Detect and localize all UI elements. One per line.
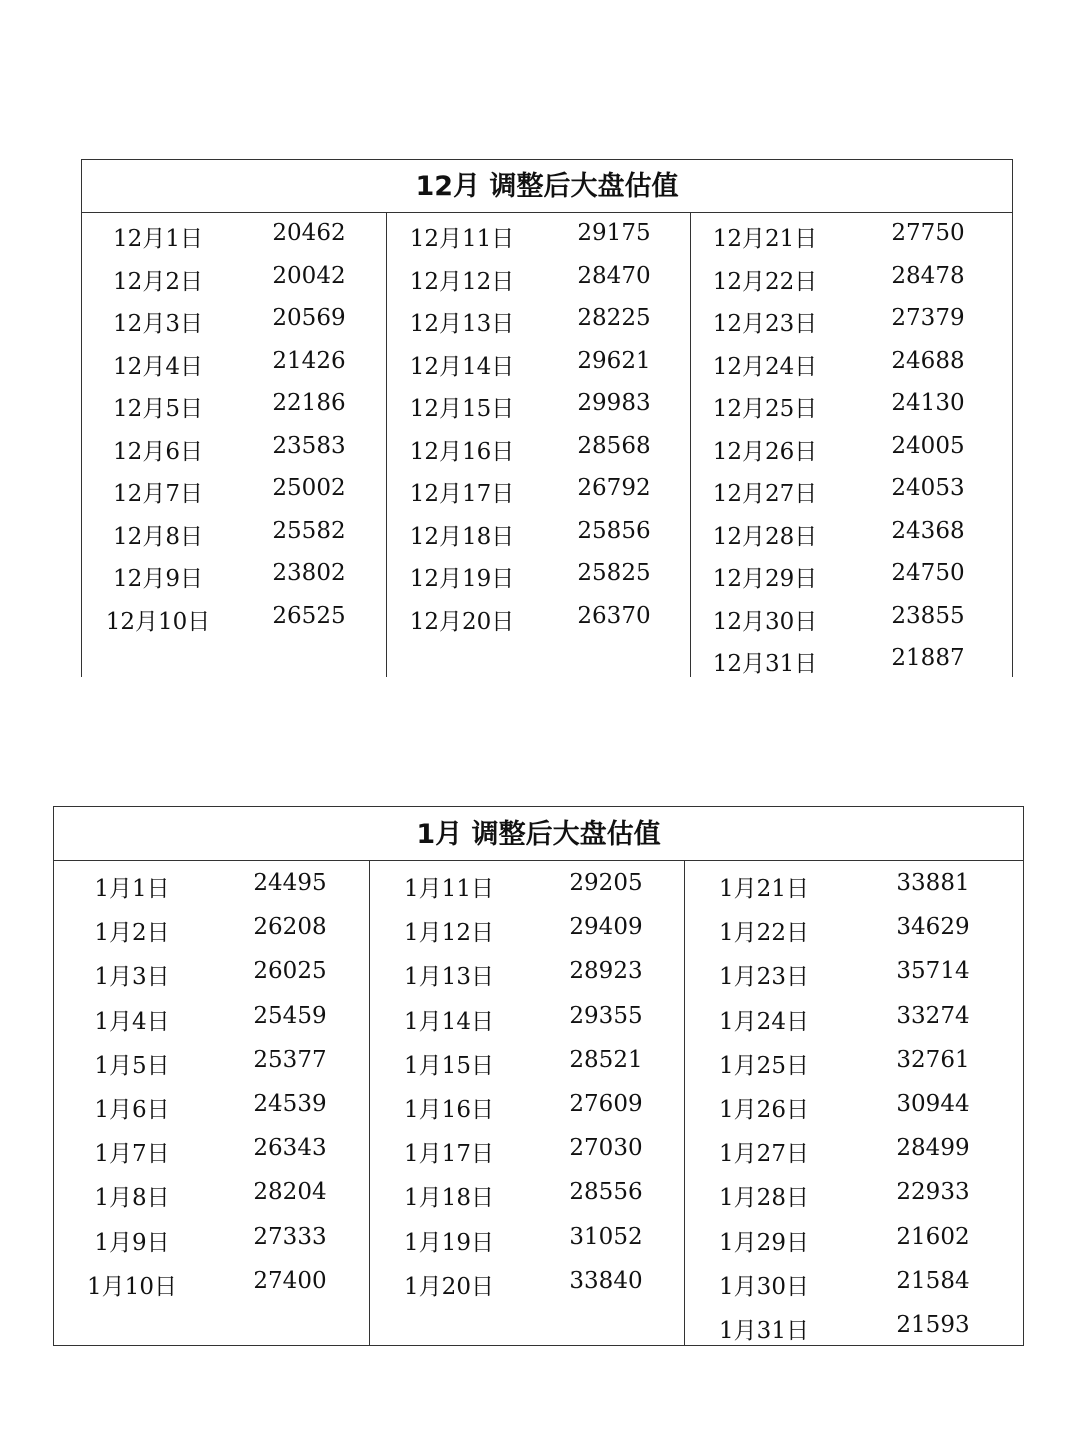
date-cell: 1月26日: [719, 1097, 809, 1123]
value-cell: 24688: [891, 347, 965, 374]
table-column: [690, 213, 1013, 677]
date-cell: 1月20日: [404, 1273, 494, 1300]
date-cell: 12月13日: [409, 311, 515, 337]
value-cell: 25377: [253, 1046, 327, 1073]
date-cell: 12月15日: [409, 396, 515, 422]
value-cell: 21426: [272, 347, 346, 374]
date-cell: 12月31日: [712, 651, 818, 677]
date-cell: 1月14日: [404, 1008, 494, 1035]
date-cell: 1月11日: [404, 876, 494, 902]
date-cell: 1月8日: [94, 1185, 170, 1212]
date-cell: 1月10日: [87, 1273, 177, 1300]
value-cell: 24053: [891, 475, 965, 501]
value-cell: 20042: [272, 262, 346, 289]
date-cell: 12月6日: [113, 438, 203, 465]
date-cell: 1月28日: [719, 1185, 809, 1212]
value-cell: 21887: [891, 645, 965, 671]
value-cell: 28521: [569, 1046, 643, 1073]
date-cell: 1月16日: [404, 1097, 494, 1123]
date-cell: 1月15日: [404, 1052, 494, 1079]
date-cell: 12月26日: [712, 438, 818, 465]
date-cell: 12月19日: [409, 566, 515, 592]
date-cell: 12月18日: [409, 523, 515, 550]
date-cell: 1月1日: [94, 876, 170, 902]
value-cell: 28225: [577, 305, 651, 331]
table-column: [684, 861, 1024, 1345]
date-cell: 12月4日: [113, 353, 203, 380]
value-cell: 21584: [896, 1267, 970, 1294]
value-cell: 26025: [253, 958, 327, 985]
value-cell: 28568: [577, 432, 651, 459]
date-cell: 1月4日: [94, 1008, 170, 1035]
date-cell: 1月17日: [404, 1141, 494, 1168]
value-cell: 26208: [253, 914, 327, 941]
date-cell: 1月25日: [719, 1052, 809, 1079]
value-cell: 28923: [569, 958, 643, 985]
value-cell: 27400: [253, 1267, 327, 1294]
date-cell: 12月25日: [712, 396, 818, 422]
value-cell: 24368: [891, 517, 965, 544]
date-cell: 1月31日: [719, 1318, 809, 1344]
value-cell: 28204: [253, 1179, 327, 1206]
value-cell: 28556: [569, 1179, 643, 1206]
value-cell: 33881: [896, 870, 970, 896]
table-title: 12月 调整后大盘估值: [82, 160, 1012, 213]
date-cell: 1月19日: [404, 1229, 494, 1256]
value-cell: 27379: [891, 305, 965, 331]
value-cell: 34629: [896, 914, 970, 941]
table-column: [369, 861, 685, 1345]
date-cell: 12月29日: [712, 566, 818, 592]
date-cell: 12月23日: [712, 311, 818, 337]
date-cell: 12月20日: [409, 608, 515, 635]
date-cell: 12月5日: [113, 396, 203, 422]
value-cell: 24539: [253, 1091, 327, 1117]
date-cell: 1月18日: [404, 1185, 494, 1212]
date-cell: 1月23日: [719, 964, 809, 991]
date-cell: 12月24日: [712, 353, 818, 380]
date-cell: 12月2日: [113, 268, 203, 295]
value-cell: 24130: [891, 390, 965, 416]
date-cell: 1月29日: [719, 1229, 809, 1256]
value-cell: 26525: [272, 602, 346, 629]
value-cell: 29205: [569, 870, 643, 896]
date-cell: 12月8日: [113, 523, 203, 550]
value-cell: 23855: [891, 602, 965, 629]
date-cell: 1月13日: [404, 964, 494, 991]
value-cell: 26792: [577, 475, 651, 501]
value-cell: 25825: [577, 560, 651, 586]
value-cell: 26370: [577, 602, 651, 629]
value-cell: 25582: [272, 517, 346, 544]
table-column: [82, 213, 386, 677]
date-cell: 1月24日: [719, 1008, 809, 1035]
value-cell: 21602: [896, 1223, 970, 1250]
date-cell: 1月7日: [94, 1141, 170, 1168]
value-cell: 23802: [272, 560, 346, 586]
value-cell: 22933: [896, 1179, 970, 1206]
value-cell: 21593: [896, 1312, 970, 1338]
value-cell: 28499: [896, 1135, 970, 1162]
date-cell: 12月12日: [409, 268, 515, 295]
date-cell: 12月22日: [712, 268, 818, 295]
date-cell: 12月27日: [712, 481, 818, 507]
table-column: [54, 861, 369, 1345]
date-cell: 1月27日: [719, 1141, 809, 1168]
value-cell: 33274: [896, 1002, 970, 1029]
date-cell: 1月6日: [94, 1097, 170, 1123]
date-cell: 1月2日: [94, 920, 170, 947]
date-cell: 12月1日: [113, 226, 203, 252]
table-title: 1月 调整后大盘估值: [54, 807, 1023, 861]
date-cell: 1月3日: [94, 964, 170, 991]
date-cell: 12月10日: [105, 608, 211, 635]
date-cell: 1月22日: [719, 920, 809, 947]
value-cell: 27030: [569, 1135, 643, 1162]
value-cell: 29983: [577, 390, 651, 416]
date-cell: 12月16日: [409, 438, 515, 465]
date-cell: 1月21日: [719, 876, 809, 902]
value-cell: 27750: [891, 220, 965, 246]
date-cell: 1月30日: [719, 1273, 809, 1300]
value-cell: 29409: [569, 914, 643, 941]
value-cell: 20462: [272, 220, 346, 246]
value-cell: 24750: [891, 560, 965, 586]
value-cell: 28470: [577, 262, 651, 289]
value-cell: 26343: [253, 1135, 327, 1162]
value-cell: 29355: [569, 1002, 643, 1029]
value-cell: 24495: [253, 870, 327, 896]
value-cell: 25856: [577, 517, 651, 544]
date-cell: 1月5日: [94, 1052, 170, 1079]
date-cell: 12月7日: [113, 481, 203, 507]
date-cell: 12月14日: [409, 353, 515, 380]
value-cell: 30944: [896, 1091, 970, 1117]
value-cell: 27609: [569, 1091, 643, 1117]
value-cell: 33840: [569, 1267, 643, 1294]
date-cell: 12月11日: [409, 226, 515, 252]
value-cell: 28478: [891, 262, 965, 289]
date-cell: 12月21日: [712, 226, 818, 252]
date-cell: 1月9日: [94, 1229, 170, 1256]
date-cell: 12月30日: [712, 608, 818, 635]
value-cell: 35714: [896, 958, 970, 985]
value-cell: 31052: [569, 1223, 643, 1250]
january-valuation-table: [53, 806, 1024, 1346]
value-cell: 29175: [577, 220, 651, 246]
december-valuation-table: [81, 159, 1013, 677]
value-cell: 24005: [891, 432, 965, 459]
value-cell: 25459: [253, 1002, 327, 1029]
date-cell: 12月17日: [409, 481, 515, 507]
value-cell: 20569: [272, 305, 346, 331]
value-cell: 32761: [896, 1046, 970, 1073]
value-cell: 23583: [272, 432, 346, 459]
date-cell: 12月9日: [113, 566, 203, 592]
value-cell: 22186: [272, 390, 346, 416]
table-column: [386, 213, 691, 677]
value-cell: 29621: [577, 347, 651, 374]
date-cell: 12月28日: [712, 523, 818, 550]
date-cell: 1月12日: [404, 920, 494, 947]
value-cell: 25002: [272, 475, 346, 501]
value-cell: 27333: [253, 1223, 327, 1250]
date-cell: 12月3日: [113, 311, 203, 337]
